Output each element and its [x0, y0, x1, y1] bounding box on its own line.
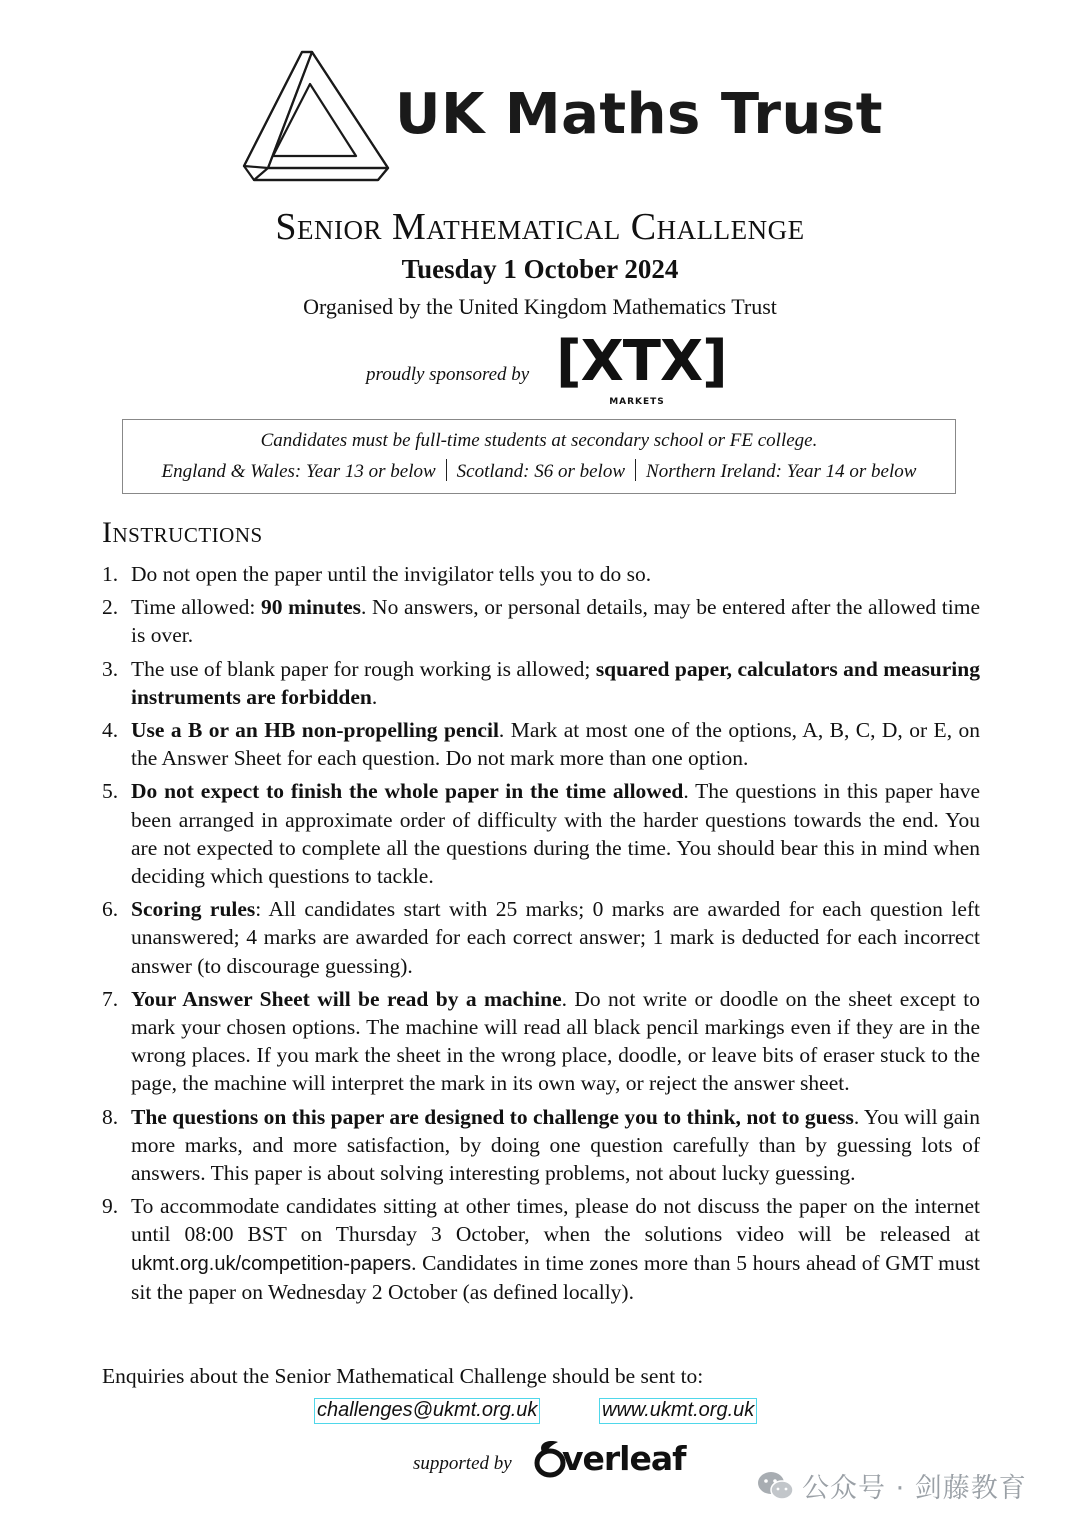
instruction-emphasis: Scoring rules — [131, 897, 256, 922]
instruction-number: 5. — [102, 779, 119, 804]
instruction-number: 4. — [102, 718, 119, 743]
watermark-text: 公众号 · 剑藤教育 — [802, 1473, 1027, 1504]
instruction-number: 9. — [102, 1194, 119, 1219]
wechat-icon — [756, 1470, 796, 1502]
instruction-number: 3. — [102, 656, 119, 681]
website-link[interactable]: www.ukmt.org.uk — [599, 1398, 757, 1424]
instruction-emphasis: Use a B or an HB non-propelling pencil — [131, 718, 499, 743]
enquiries-text: Enquiries about the Senior Mathematical Challenge should be sent to: — [102, 1364, 704, 1388]
instructions-heading: Instructions — [102, 516, 263, 549]
instruction-number: 8. — [102, 1104, 119, 1129]
instruction-text: Time allowed: — [131, 595, 261, 620]
instruction-text: . The questions in this paper have been arranged in approximate order of difficulty with the harder questions towards the end. You are not expected to complete all the questions during the time. You should bear this in mind when deciding which questions to tackle. — [131, 779, 980, 889]
sponsor-label: proudly sponsored by — [366, 364, 530, 385]
eligibility-regions — [123, 459, 955, 483]
xtx-logo-subtext: MARKETS — [609, 397, 665, 407]
divider — [446, 459, 447, 481]
instruction-url: ukmt.org.uk/competition-papers — [131, 1252, 412, 1275]
instruction-number: 6. — [102, 897, 119, 922]
instruction-item — [102, 895, 980, 980]
instruction-text: Do not open the paper until the invigilator tells you to do so. — [131, 562, 652, 586]
instruction-text: . Candidates in time zones more than 5 hours ahead of GMT must sit the paper on Wednesday 2 October (as defined locally). — [131, 1250, 980, 1304]
instruction-text: . Mark at most one of the options, A, B, C, D, or E, on the Answer Sheet for each question. Do not mark more than one option. — [131, 718, 980, 771]
instruction-emphasis: Do not expect to finish the whole paper in the time allowed — [131, 779, 684, 804]
ukmt-brand-name: UK Maths Trust — [395, 82, 883, 147]
email-link[interactable]: challenges@ukmt.org.uk — [314, 1398, 540, 1424]
instruction-item — [102, 655, 980, 711]
instruction-item — [102, 1103, 980, 1188]
instruction-text: . — [371, 684, 378, 709]
ukmt-logo — [240, 48, 883, 188]
region-northern-ireland: Northern Ireland: Year 14 or below — [646, 461, 917, 482]
instruction-text: . You will gain more marks, and more satisfaction, by doing one question carefully than by guessing lots of answers. This paper is about solving interesting problems, not about lucky guessing. — [131, 1104, 980, 1186]
instruction-item — [102, 1192, 980, 1306]
overleaf-wordmark: verleaf — [562, 1439, 686, 1478]
instruction-item — [102, 593, 980, 649]
page-title: Senior Mathematical Challenge — [275, 206, 805, 248]
instruction-emphasis: 90 minutes — [260, 595, 362, 620]
instruction-text: . No answers, or personal details, may be entered after the allowed time is over. — [131, 595, 980, 648]
supported-by-label: supported by — [413, 1453, 512, 1474]
instruction-text: The use of blank paper for rough working is allowed; — [131, 656, 596, 681]
divider — [635, 459, 636, 481]
instruction-item — [102, 777, 980, 890]
instruction-item — [102, 560, 980, 588]
instruction-number: 1. — [102, 562, 119, 586]
eligibility-line: Candidates must be full-time students at secondary school or FE college. — [260, 430, 818, 451]
xtx-logo-text: [XTX] — [556, 329, 727, 394]
instruction-number: 7. — [102, 986, 119, 1011]
instruction-emphasis: Your Answer Sheet will be read by a machine — [131, 986, 562, 1011]
triangle-logo-icon — [240, 48, 390, 188]
organiser-line: Organised by the United Kingdom Mathematics Trust — [303, 294, 777, 319]
xtx-markets-logo — [556, 329, 727, 411]
instruction-text: To accommodate candidates sitting at other times, please do not discuss the paper on the internet until 08:00 BST on Thursday 3 October, when the solutions video will be released at — [131, 1194, 980, 1247]
instruction-item — [102, 716, 980, 772]
instruction-emphasis: The questions on this paper are designed to challenge you to think, not to guess — [131, 1104, 854, 1129]
instruction-text: : All candidates start with 25 marks; 0 marks are awarded for each question left unanswered; 4 marks are awarded for each correct answer; 1 mark is deducted for each incorrect answer (to discourage guessing). — [131, 897, 980, 978]
eligibility-box — [122, 419, 956, 494]
instruction-emphasis: squared paper, calculators and measuring instruments are forbidden — [131, 656, 980, 709]
instruction-item — [102, 985, 980, 1098]
region-scotland: Scotland: S6 or below — [456, 461, 626, 482]
exam-date: Tuesday 1 October 2024 — [401, 254, 679, 284]
region-england-wales: England & Wales: Year 13 or below — [161, 461, 436, 482]
instruction-number: 2. — [102, 595, 119, 620]
instruction-text: . Do not write or doodle on the sheet except to mark your chosen options. The machine will read all black pencil markings even if they are in the wrong places. If you mark the sheet in the wrong place, doodle, or leave bits of eraser stuck to the page, the machine will interpret the mark in its own way, or reject the answer sheet. — [131, 986, 980, 1096]
instructions-list — [102, 560, 980, 1311]
